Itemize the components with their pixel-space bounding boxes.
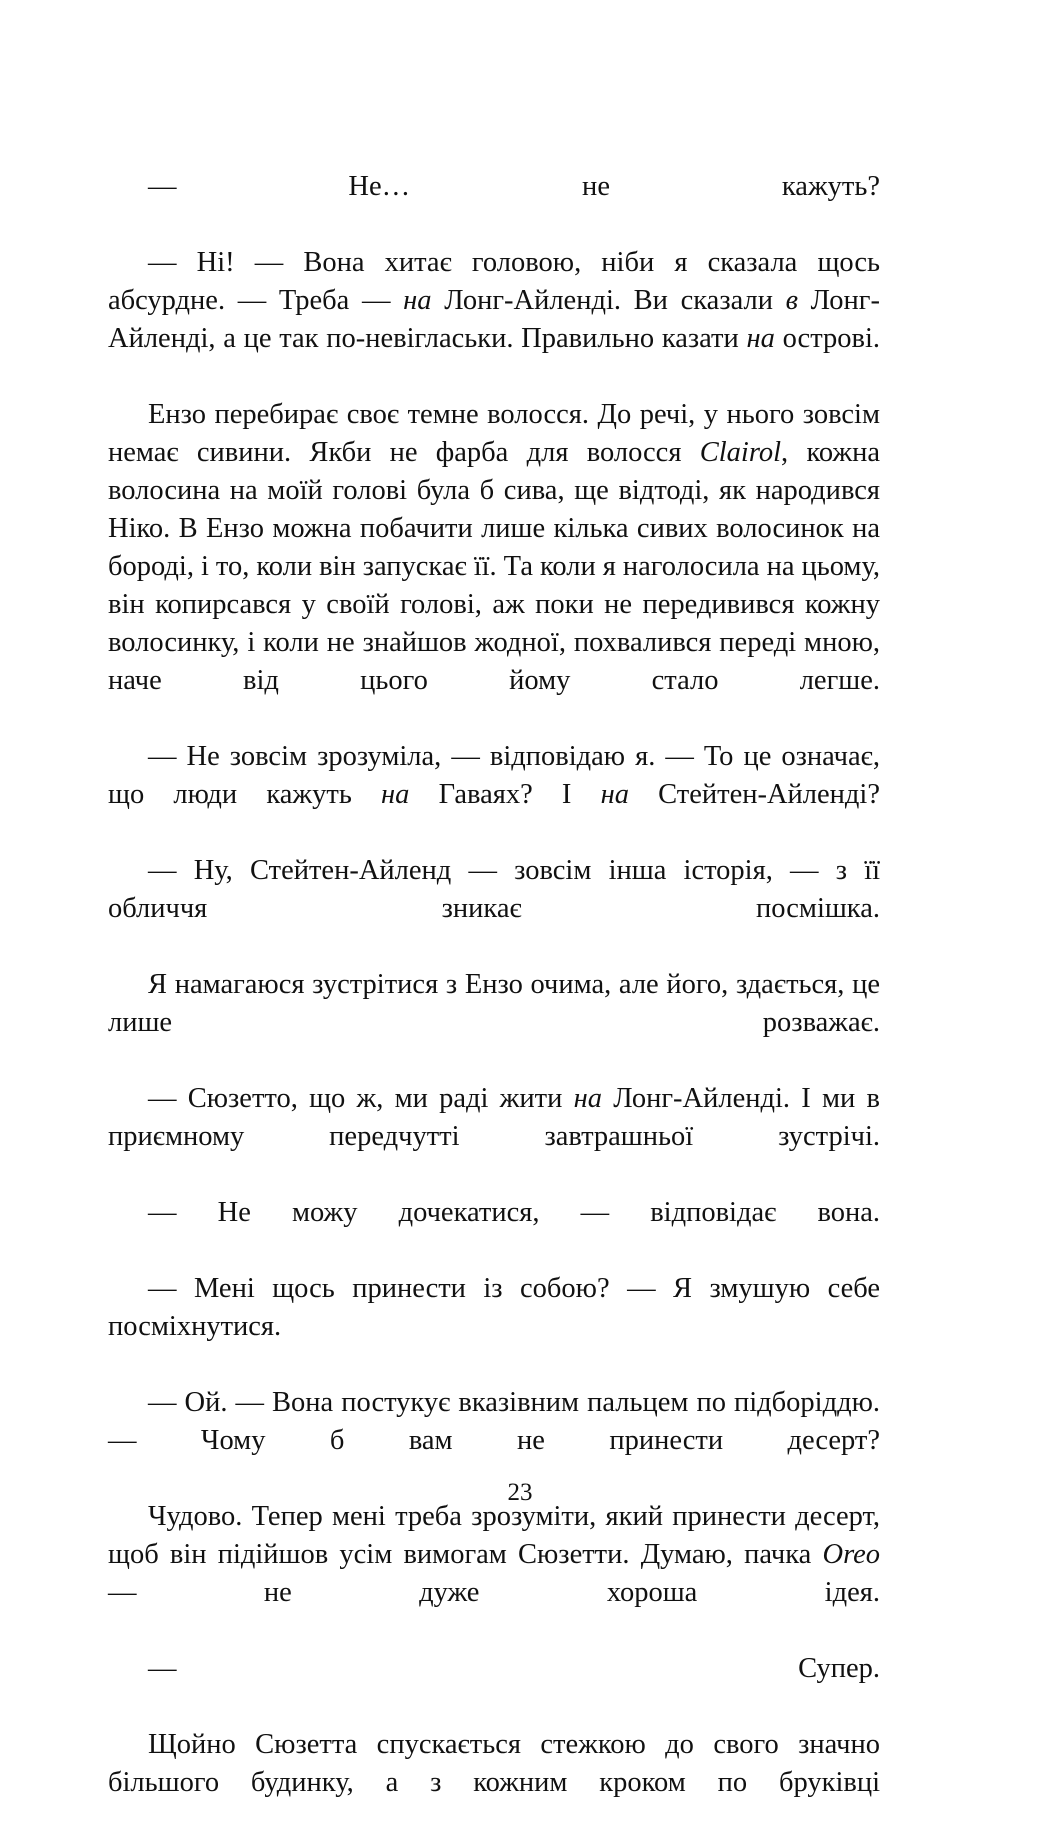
- paragraph: [108, 1194, 880, 1270]
- paragraph: [108, 1726, 880, 1840]
- body-text: Ензо перебирає своє темне волосся. До речі, у нього зовсім немає сивини. Якби не фарба для волосся: [108, 399, 880, 468]
- body-text: Щойно Сюзетта спускається стежкою до свого значно більшого будинку, а з кожним кроком по бруківці: [108, 1729, 880, 1798]
- paragraph: [108, 1080, 880, 1194]
- emphasis-text: Oreo: [822, 1539, 880, 1570]
- emphasis-text: Clairol: [699, 437, 782, 468]
- body-text: — Супер.: [148, 1653, 880, 1684]
- body-text: Я намагаюся зустрітися з Ензо очима, але його, здається, це лише розважає.: [108, 969, 880, 1038]
- body-text: — Не можу дочекатися, — відповідає вона.: [148, 1197, 880, 1228]
- body-text: — не дуже хороша ідея.: [108, 1577, 880, 1608]
- body-text: Гаваях? І: [409, 779, 601, 810]
- body-text: Лонг-Айленді. Ви сказали: [431, 285, 786, 316]
- paragraph: [108, 852, 880, 966]
- paragraph: [108, 396, 880, 738]
- page-number: 23: [507, 1479, 533, 1506]
- paragraph: [108, 1650, 880, 1726]
- paragraph: [108, 738, 880, 852]
- paragraph: [108, 168, 880, 244]
- emphasis-text: на: [573, 1083, 602, 1114]
- body-text: — Сюзетто, що ж, ми раді жити: [148, 1083, 574, 1114]
- body-text: Лонг-Айленді, а це так по-невігласьки. Правильно казати: [108, 285, 880, 354]
- body-text: Стейтен-Айленді?: [628, 779, 880, 810]
- paragraph: [108, 244, 880, 396]
- emphasis-text: на: [381, 779, 410, 810]
- body-text-column: [108, 168, 880, 1840]
- emphasis-text: на: [600, 779, 629, 810]
- body-text: — Не… не кажуть?: [148, 171, 880, 202]
- paragraph: [108, 1498, 880, 1650]
- body-text: — Мені щось принести із собою? — Я змушую себе посміхнутися.: [108, 1273, 880, 1342]
- body-text: Лонг-Айленді. І ми в приємному передчутті завтрашньої зустрічі.: [108, 1083, 880, 1152]
- body-text: Чудово. Тепер мені треба зрозуміти, який принести десерт, щоб він підійшов усім вимогам Сюзетти. Думаю, пачка: [108, 1501, 880, 1570]
- body-text: — Ой. — Вона постукує вказівним пальцем по підборіддю. — Чому б вам не принести десерт?: [108, 1387, 880, 1456]
- body-text: — Ну, Стейтен-Айленд — зовсім інша історія, — з її обличчя зникає посмішка.: [108, 855, 880, 924]
- emphasis-text: в: [785, 285, 799, 316]
- body-text: , кожна волосина на моїй голові була б сива, ще відтоді, як народився Ніко. В Ензо можна побачити лише кілька сивих волосинок на бороді, і то, коли він запускає її. Та коли я наголосила на цьому, він копирсався у своїй голові, аж поки не передивився кожну волосинку, і коли не знайшов жодної, похвалився переді мною, наче від цього йому стало легше.: [108, 437, 880, 696]
- paragraph: [108, 1270, 880, 1384]
- body-text: острові.: [774, 323, 881, 354]
- body-text: — Не зовсім зрозуміла, — відповідаю я. — То це означає, що люди кажуть: [108, 741, 880, 810]
- emphasis-text: на: [746, 323, 775, 354]
- paragraph: [108, 966, 880, 1080]
- body-text: — Ні! — Вона хитає головою, ніби я сказала щось абсурдне. — Треба —: [108, 247, 880, 316]
- emphasis-text: на: [403, 285, 432, 316]
